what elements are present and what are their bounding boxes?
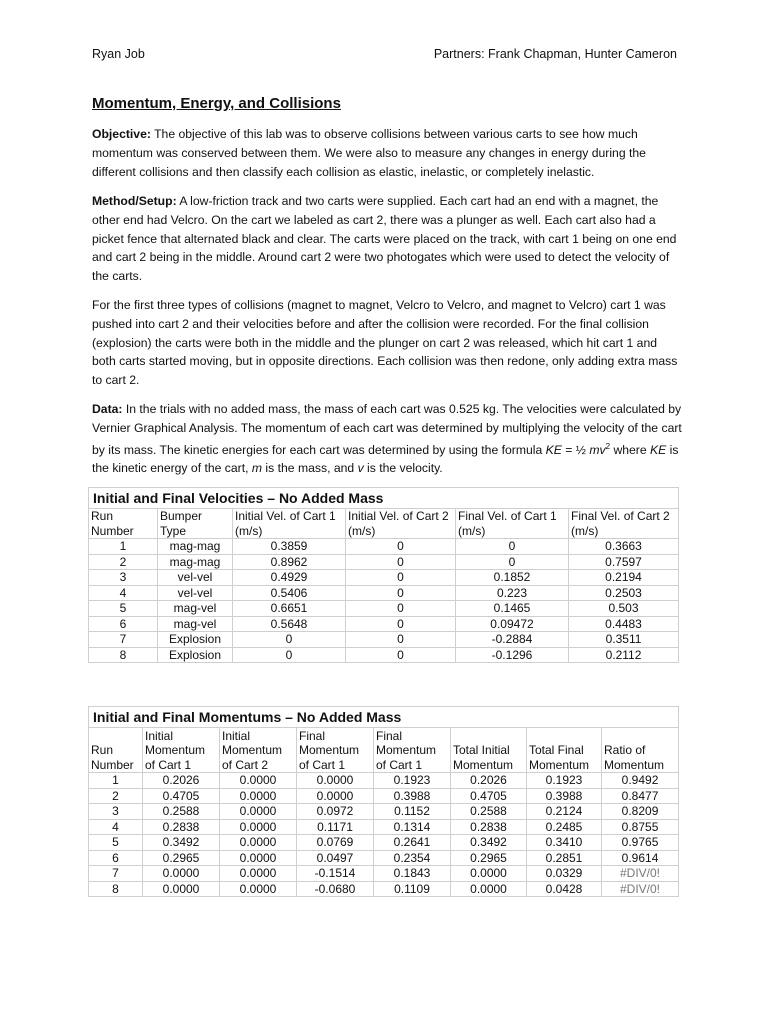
table-cell: 2 xyxy=(89,788,143,804)
table-cell: 0 xyxy=(456,539,569,555)
table-cell: 0.0000 xyxy=(451,881,527,897)
header-cell: Final Vel. of Cart 1 (m/s) xyxy=(456,509,569,539)
header-cell: Ratio of Momentum xyxy=(602,728,679,773)
table-row xyxy=(89,647,679,663)
table-cell: 0.0769 xyxy=(297,835,374,851)
objective-label: Objective: xyxy=(92,127,151,141)
table-cell: 0.0000 xyxy=(297,788,374,804)
table-cell: 0.3410 xyxy=(527,835,602,851)
table-cell: 0.3988 xyxy=(374,788,451,804)
table-cell: 2 xyxy=(89,554,158,570)
table-cell: 0.2485 xyxy=(527,819,602,835)
formula-ke2: KE xyxy=(650,442,667,457)
table-row xyxy=(89,788,679,804)
data-paragraph xyxy=(92,400,682,478)
table-row xyxy=(89,539,679,555)
table-cell: 0.0497 xyxy=(297,850,374,866)
table-row xyxy=(89,773,679,789)
header-cell: Final Vel. of Cart 2 (m/s) xyxy=(569,509,679,539)
author-name: Ryan Job xyxy=(92,47,145,61)
formula-rest3: is the velocity. xyxy=(363,461,443,476)
table-cell: 0.0000 xyxy=(297,773,374,789)
table-cell: 8 xyxy=(89,881,143,897)
table-cell: 0.2026 xyxy=(143,773,220,789)
table-cell: 5 xyxy=(89,835,143,851)
table-row xyxy=(89,804,679,820)
table-row xyxy=(89,866,679,882)
table-cell: 0.0329 xyxy=(527,866,602,882)
objective-paragraph xyxy=(92,125,682,181)
table-cell: 0.1923 xyxy=(527,773,602,789)
table-cell: 0.5648 xyxy=(233,616,346,632)
table-cell: 0 xyxy=(456,554,569,570)
table-cell: #DIV/0! xyxy=(602,866,679,882)
table-cell: 0.2026 xyxy=(451,773,527,789)
table-cell: 0.503 xyxy=(569,601,679,617)
formula-mv: mv xyxy=(589,442,606,457)
data-label: Data: xyxy=(92,402,123,416)
header-cell: Run Number xyxy=(89,728,143,773)
table-cell: 0.0428 xyxy=(527,881,602,897)
table-row xyxy=(89,570,679,586)
table-cell: 0 xyxy=(346,616,456,632)
header-cell: Total Final Momentum xyxy=(527,728,602,773)
table-cell: 0.0000 xyxy=(220,773,297,789)
table-cell: 0.8209 xyxy=(602,804,679,820)
table-cell: 0 xyxy=(346,585,456,601)
table-cell: -0.0680 xyxy=(297,881,374,897)
table-cell: 0.0000 xyxy=(220,850,297,866)
table-row xyxy=(89,850,679,866)
table-cell: 6 xyxy=(89,850,143,866)
table-cell: Explosion xyxy=(158,632,233,648)
table-cell: 1 xyxy=(89,539,158,555)
formula-sup: 2 xyxy=(605,441,611,451)
table-cell: 0.2641 xyxy=(374,835,451,851)
table-cell: 0 xyxy=(346,632,456,648)
header-cell: Bumper Type xyxy=(158,509,233,539)
table-row xyxy=(89,554,679,570)
table-cell: 0.0000 xyxy=(220,866,297,882)
formula-rest1: is the kinetic energy of the cart, xyxy=(92,442,679,476)
table-cell: 0.3859 xyxy=(233,539,346,555)
table-cell: 0 xyxy=(346,647,456,663)
header-cell: Total Initial Momentum xyxy=(451,728,527,773)
data-text: In the trials with no added mass, the mass of each cart was 0.525 kg. The velocities were calculated by Vernier Graphical Analysis. The momentum of each cart was determined by multiplying the velocity of the cart by its mass. The kinetic energies for each cart was determined by using the formula xyxy=(92,402,682,457)
formula-ke: KE xyxy=(545,442,562,457)
table-cell: 3 xyxy=(89,570,158,586)
table-cell: 0.2851 xyxy=(527,850,602,866)
table-cell: 0.0000 xyxy=(220,819,297,835)
table-cell: 0.0000 xyxy=(220,788,297,804)
velocities-table xyxy=(88,487,679,663)
momentums-table xyxy=(88,706,679,897)
table-cell: 0.3492 xyxy=(451,835,527,851)
table-cell: 0.0000 xyxy=(143,866,220,882)
table-cell: mag-vel xyxy=(158,601,233,617)
page-title: Momentum, Energy, and Collisions xyxy=(92,95,341,112)
table-cell: 0 xyxy=(233,632,346,648)
table-cell: 4 xyxy=(89,585,158,601)
table-cell: 0.1852 xyxy=(456,570,569,586)
velocities-header-row xyxy=(89,509,679,539)
table-row xyxy=(89,819,679,835)
table-cell: 0.2838 xyxy=(143,819,220,835)
table-cell: #DIV/0! xyxy=(602,881,679,897)
table-cell: 1 xyxy=(89,773,143,789)
table-cell: 0.0000 xyxy=(220,881,297,897)
formula-m: m xyxy=(251,461,263,476)
table-cell: mag-mag xyxy=(158,554,233,570)
table-cell: 0.4705 xyxy=(451,788,527,804)
table-cell: 0 xyxy=(346,554,456,570)
table-row xyxy=(89,881,679,897)
table-cell: 7 xyxy=(89,632,158,648)
table-cell: 0.4483 xyxy=(569,616,679,632)
table-cell: 0 xyxy=(346,601,456,617)
table-cell: 0.8755 xyxy=(602,819,679,835)
table-cell: 0.8477 xyxy=(602,788,679,804)
table-cell: 0.0000 xyxy=(451,866,527,882)
table-cell: 0.1314 xyxy=(374,819,451,835)
table-cell: 0.1843 xyxy=(374,866,451,882)
table-cell: 0.9492 xyxy=(602,773,679,789)
table-cell: 0.6651 xyxy=(233,601,346,617)
formula-v: v xyxy=(357,461,364,476)
table-cell: Explosion xyxy=(158,647,233,663)
header-cell: Final Momentum of Cart 1 xyxy=(297,728,374,773)
table-cell: 0.2588 xyxy=(451,804,527,820)
table-cell: 0.2838 xyxy=(451,819,527,835)
table-cell: 0.8962 xyxy=(233,554,346,570)
table-cell: 7 xyxy=(89,866,143,882)
table-cell: 0.2965 xyxy=(143,850,220,866)
table-cell: 0.2194 xyxy=(569,570,679,586)
table-cell: mag-mag xyxy=(158,539,233,555)
table-cell: mag-vel xyxy=(158,616,233,632)
procedure-paragraph: For the first three types of collisions (magnet to magnet, Velcro to Velcro, and magnet to Velcro) cart 1 was pushed into cart 2 and their velocities before and after the collision were recorded. For the final collision (explosion) the carts were both in the middle and the plunger on cart 2 was released, which hit cart 1 and both carts started moving, but in opposite directions. Each collision was then redone, only adding extra mass to cart 2. xyxy=(92,298,678,388)
table-cell: 0.9614 xyxy=(602,850,679,866)
velocities-table-wrap xyxy=(88,487,678,663)
momentums-table-caption: Initial and Final Momentums – No Added Mass xyxy=(89,707,679,728)
table-cell: 0.4929 xyxy=(233,570,346,586)
table-cell: 0.2965 xyxy=(451,850,527,866)
table-cell: vel-vel xyxy=(158,585,233,601)
table-cell: 0.09472 xyxy=(456,616,569,632)
header-cell: Final Momentum of Cart 1 xyxy=(374,728,451,773)
header-cell: Initial Vel. of Cart 2 (m/s) xyxy=(346,509,456,539)
header-cell: Initial Momentum of Cart 2 xyxy=(220,728,297,773)
table-cell: 5 xyxy=(89,601,158,617)
method-paragraph xyxy=(92,192,682,286)
header-cell: Initial Vel. of Cart 1 (m/s) xyxy=(233,509,346,539)
partners-line: Partners: Frank Chapman, Hunter Cameron xyxy=(433,47,677,61)
momentums-header-row xyxy=(89,728,679,773)
table-cell: 0.0000 xyxy=(220,835,297,851)
table-cell: 0 xyxy=(346,570,456,586)
table-cell: 0.1109 xyxy=(374,881,451,897)
table-cell: 0.2503 xyxy=(569,585,679,601)
table-cell: 0.1152 xyxy=(374,804,451,820)
formula-rest2: is the mass, and xyxy=(262,461,358,476)
table-row xyxy=(89,835,679,851)
table-cell: 0.2354 xyxy=(374,850,451,866)
table-cell: -0.1514 xyxy=(297,866,374,882)
table-cell: 3 xyxy=(89,804,143,820)
method-label: Method/Setup: xyxy=(92,194,177,208)
table-cell: 0.3663 xyxy=(569,539,679,555)
table-cell: 0.2588 xyxy=(143,804,220,820)
table-cell: 8 xyxy=(89,647,158,663)
formula-where: where xyxy=(610,442,651,457)
momentums-table-wrap xyxy=(88,706,678,897)
table-cell: 4 xyxy=(89,819,143,835)
table-cell: 0.3492 xyxy=(143,835,220,851)
table-cell: -0.2884 xyxy=(456,632,569,648)
table-cell: 6 xyxy=(89,616,158,632)
table-cell: 0.4705 xyxy=(143,788,220,804)
table-cell: 0.3988 xyxy=(527,788,602,804)
table-cell: 0 xyxy=(346,539,456,555)
header-cell: Initial Momentum of Cart 1 xyxy=(143,728,220,773)
table-cell: 0.7597 xyxy=(569,554,679,570)
table-cell: 0 xyxy=(233,647,346,663)
table-cell: 0.3511 xyxy=(569,632,679,648)
table-cell: vel-vel xyxy=(158,570,233,586)
table-row xyxy=(89,585,679,601)
velocities-table-caption: Initial and Final Velocities – No Added Mass xyxy=(89,488,679,509)
table-cell: 0.0000 xyxy=(143,881,220,897)
table-cell: 0.2112 xyxy=(569,647,679,663)
header-cell: Run Number xyxy=(89,509,158,539)
table-row xyxy=(89,601,679,617)
objective-text: The objective of this lab was to observe collisions between various carts to see how much momentum was conserved between them. We were also to measure any changes in energy during the different collisions and then classify each collision as elastic, inelastic, or completely inelastic. xyxy=(92,127,646,179)
table-cell: 0.9765 xyxy=(602,835,679,851)
method-text: A low-friction track and two carts were supplied. Each cart had an end with a magnet, the other end had Velcro. On the cart we labeled as cart 2, there was a plunger as well. Each cart also had a picket fence that alternated black and clear. The carts were placed on the track, with cart 1 being on one end and cart 2 being in the middle. Around cart 2 were two photogates which were used to detect the velocity of the carts. xyxy=(92,194,677,284)
formula-eq: = ½ xyxy=(561,442,590,457)
table-cell: -0.1296 xyxy=(456,647,569,663)
table-cell: 0.5406 xyxy=(233,585,346,601)
table-cell: 0.0972 xyxy=(297,804,374,820)
table-row xyxy=(89,616,679,632)
table-row xyxy=(89,632,679,648)
table-cell: 0.2124 xyxy=(527,804,602,820)
table-cell: 0.0000 xyxy=(220,804,297,820)
table-cell: 0.223 xyxy=(456,585,569,601)
table-cell: 0.1923 xyxy=(374,773,451,789)
table-cell: 0.1171 xyxy=(297,819,374,835)
table-cell: 0.1465 xyxy=(456,601,569,617)
